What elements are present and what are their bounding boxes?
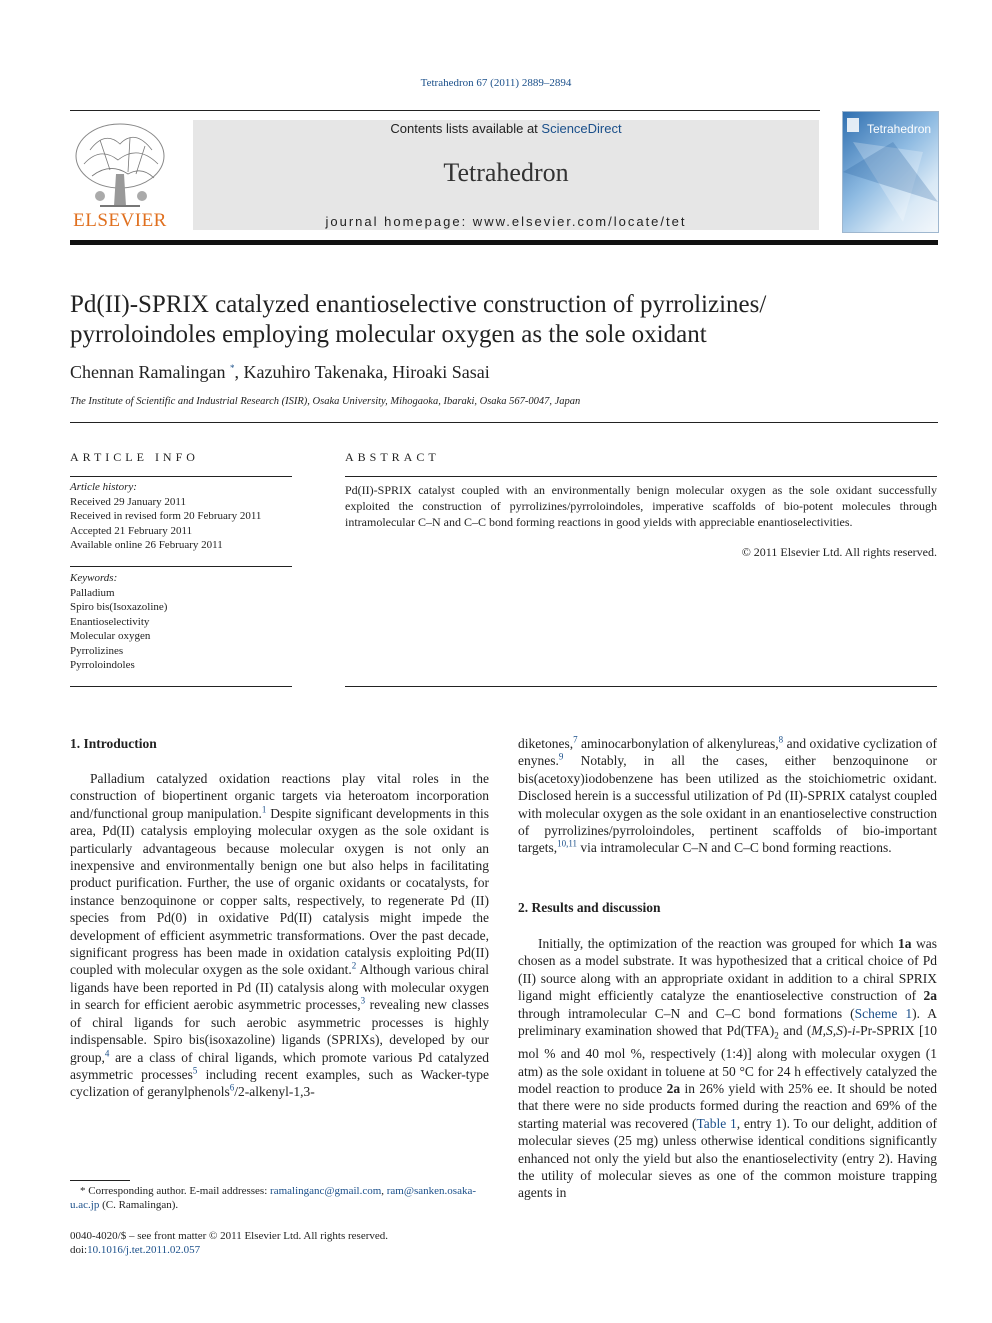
results-heading: 2. Results and discussion — [518, 900, 661, 915]
body-text: through intramolecular C–N and C–C bond formations ( — [518, 1005, 855, 1021]
right-column-body — [518, 735, 937, 857]
contents-line — [193, 121, 819, 136]
subscript: 2 — [774, 1030, 779, 1041]
history-label: Article history: — [70, 481, 137, 493]
corresponding-footnote — [70, 1184, 489, 1212]
author-list — [70, 362, 490, 383]
issn-line: 0040-4020/$ – see front matter © 2011 Elsevier Ltd. All rights reserved. — [70, 1230, 389, 1242]
cover-graphic-icon — [843, 112, 938, 232]
body-text: Initially, the optimization of the reaction was grouped for which — [538, 936, 899, 951]
intro-text: are a class of chiral ligands, which promote various Pd catalyzed asymmetric processes — [70, 1049, 489, 1082]
intro-text: /2-alkenyl-1,3- — [234, 1084, 315, 1100]
article-history — [70, 480, 292, 553]
intro-text: Although various chiral ligands have been reported in Pd (II) catalysis along with molecular oxygen in search for efficient aerobic asymmetric processes, — [70, 962, 489, 1013]
results-body — [518, 935, 937, 1202]
keyword-item: Palladium — [70, 586, 115, 599]
info-top-rule — [70, 422, 938, 423]
body-text: aminocarbonylation of alkenylureas, — [577, 736, 779, 751]
doi-link[interactable]: 10.1016/j.tet.2011.02.057 — [87, 1244, 201, 1256]
keywords-rule — [70, 566, 292, 567]
journal-title: Tetrahedron — [443, 158, 569, 187]
intro-text: Palladium catalyzed oxidation reactions play vital roles in the construction of biopertinent organic targets via heteroatom incorporation and/functional group manipulation. — [70, 771, 489, 821]
ref-link-10-11[interactable]: 10,11 — [557, 838, 578, 849]
ref-link-1[interactable]: 1 — [261, 804, 267, 815]
keywords — [70, 571, 292, 673]
body-text: )- — [842, 1023, 852, 1039]
keyword-item: Pyrroloindoles — [70, 659, 135, 671]
elsevier-logo — [70, 120, 170, 232]
abstract-heading: ABSTRACT — [345, 450, 440, 464]
introduction-heading: 1. Introduction — [70, 736, 157, 751]
intro-text: revealing new classes of chiral ligands for such aerobic asymmetric processes is highly indispensable. Spiro bis(isoxazoline) ligands (SPRIXs), developed by our group, — [70, 997, 490, 1065]
abstract-text: Pd(II)-SPRIX catalyst coupled with an environmentally benign molecular oxygen as the sole oxidant successfully exploited the construction of pyrrolizines/pyrroloindoles, imperative scaffolds of bio-potent molecules through intramolecular C–N and C–C bond forming reactions in good yields with appreciable enantioselectivities. — [345, 483, 937, 529]
footnote-label: Corresponding author. E-mail addresses: — [85, 1185, 271, 1197]
body-text: ). A preliminary examination showed that Pd(TFA) — [518, 1005, 938, 1039]
scheme-1-link[interactable]: Scheme 1 — [854, 1005, 913, 1021]
italic-text: i — [851, 1023, 856, 1039]
keywords-label: Keywords: — [70, 572, 118, 584]
ref-link-6[interactable]: 6 — [229, 1082, 235, 1093]
header-thick-rule — [70, 240, 938, 245]
abstract-rule — [345, 476, 937, 477]
footnote-rule — [70, 1180, 130, 1181]
article-title-line-1: Pd(II)-SPRIX catalyzed enantioselective construction of pyrrolizines/ — [70, 291, 767, 318]
introduction-body — [70, 770, 489, 1101]
doi-label: doi: — [70, 1244, 88, 1256]
keyword-item: Pyrrolizines — [70, 644, 124, 657]
italic-text: M,S,S — [811, 1023, 843, 1039]
body-text: -Pr-SPRIX [10 mol % and 40 mol %, respectively (1:4)] along with molecular oxygen (1 atm) as the sole oxidant in toluene at 50 °C for 24 h effectively catalyzed the model reaction to produce — [518, 1023, 937, 1096]
sciencedirect-link[interactable]: ScienceDirect — [541, 121, 622, 136]
keyword-item: Molecular oxygen — [70, 630, 151, 642]
footnote-tail: (C. Ramalingan). — [99, 1199, 179, 1211]
article-title-line-2: pyrroloindoles employing molecular oxygen as the sole oxidant — [70, 321, 707, 348]
history-online: Available online 26 February 2011 — [70, 539, 223, 551]
header-rule — [70, 110, 820, 111]
email-link-1[interactable]: ramalinganc@gmail.com — [270, 1185, 382, 1197]
compound-1a: 1a — [898, 936, 912, 951]
ref-link-8[interactable]: 8 — [778, 734, 784, 745]
affiliation: The Institute of Scientific and Industrial Research (ISIR), Osaka University, Mihogaoka, Ibaraki, Osaka 567-0047, Japan — [70, 396, 581, 407]
history-received: Received 29 January 2011 — [70, 495, 186, 508]
abstract-bottom-rule — [345, 686, 937, 687]
intro-text: Despite significant developments in this area, Pd(II) catalysis employing molecular oxygen as the sole oxidant is particularly advantageous because molecular oxygen is not only an inexpensive and environmentally benign one but also helps in facilitating product purification. Further, the use of organic oxidants or cocatalysts, for instance benzoquinone or copper salts, respectively, to regenerate Pd (II) species from Pd(0) in oxidative Pd(II) catalysis might impede the development of efficient asymmetric transformations. Over the past decade, significant progress has been made in oxidation catalysis exploiting Pd(II) coupled with molecular oxygen as the sole oxidant. — [70, 805, 489, 978]
elsevier-wordmark: ELSEVIER — [73, 210, 167, 231]
history-revised: Received in revised form 20 February 2011 — [70, 510, 262, 522]
email-link-2[interactable]: ram@sanken.osaka-u.ac.jp — [70, 1185, 477, 1211]
body-text: in 26% yield with 25% ee. It should be noted that there were no side products formed during the reaction and 69% of the starting material was recovered ( — [518, 1080, 937, 1131]
info-bottom-rule — [70, 686, 292, 687]
body-text: and ( — [778, 1023, 812, 1039]
body-text: Notably, in all the cases, either benzoquinone or bis(acetoxy)iodobenzene has been utilized as the stoichiometric oxidant. Disclosed herein is a successful utilization of Pd (II)-SPRIX catalyst coupled with molecular oxygen as the sole oxidant in an enantioselective construction of pyrrolizines/pyrroloindoles, pertinent scaffolds of bio-important targets, — [518, 753, 937, 856]
footnote-sep: , — [381, 1185, 387, 1197]
body-text: via intramolecular C–N and C–C bond forming reactions. — [577, 840, 892, 856]
body-text: , entry 1). To our delight, addition of molecular sieves (25 mg) unless otherwise identical conditions significantly enhanced not only the yield but also the enantioselectivity (entry 2). Having the utility of molecular sieves as one of the common moisture trapping agents in — [518, 1115, 938, 1201]
body-text: and oxidative cyclization of enynes. — [518, 736, 938, 769]
ref-link-2[interactable]: 2 — [351, 960, 357, 971]
compound-2a: 2a — [923, 988, 937, 1004]
ref-link-3[interactable]: 3 — [360, 995, 366, 1006]
ref-link-4[interactable]: 4 — [104, 1048, 110, 1058]
keyword-item: Enantioselectivity — [70, 615, 150, 628]
intro-text: including recent examples, such as Wacker-type cyclization of geranylphenols — [70, 1066, 489, 1100]
article-title — [70, 290, 930, 350]
table-1-link[interactable]: Table 1 — [696, 1115, 737, 1131]
journal-citation[interactable]: Tetrahedron 67 (2011) 2889–2894 — [420, 77, 572, 89]
keyword-item: Spiro bis(Isoxazoline) — [70, 601, 168, 613]
journal-cover — [842, 111, 939, 233]
body-text: diketones, — [518, 736, 574, 751]
author-ramalingan: Chennan Ramalingan — [70, 362, 226, 382]
compound-2a: 2a — [666, 1080, 681, 1096]
doi-line — [70, 1243, 500, 1257]
ref-link-7[interactable]: 7 — [573, 734, 578, 745]
ref-link-9[interactable]: 9 — [558, 751, 564, 762]
article-info-rule — [70, 476, 292, 477]
article-info-heading: ARTICLE INFO — [70, 450, 199, 464]
abstract-copyright: © 2011 Elsevier Ltd. All rights reserved. — [741, 545, 937, 559]
contents-prefix: Contents lists available at — [390, 121, 542, 136]
authors-rest: , Kazuhiro Takenaka, Hiroaki Sasai — [234, 362, 490, 382]
corresponding-mark[interactable]: * — [229, 363, 235, 373]
ref-link-5[interactable]: 5 — [192, 1065, 198, 1076]
body-text: was chosen as a model substrate. It was hypothesized that a critical choice of Pd (II) source along with an appropriate oxidant in addition to a chiral SPRIX ligand might efficiently catalyze the enantioselective construction of — [518, 936, 937, 1004]
footnote-mark: * — [80, 1185, 86, 1197]
history-accepted: Accepted 21 February 2011 — [70, 524, 193, 537]
cover-title: Tetrahedron — [867, 122, 932, 136]
journal-homepage[interactable]: journal homepage: www.elsevier.com/locate/tet — [325, 214, 687, 229]
